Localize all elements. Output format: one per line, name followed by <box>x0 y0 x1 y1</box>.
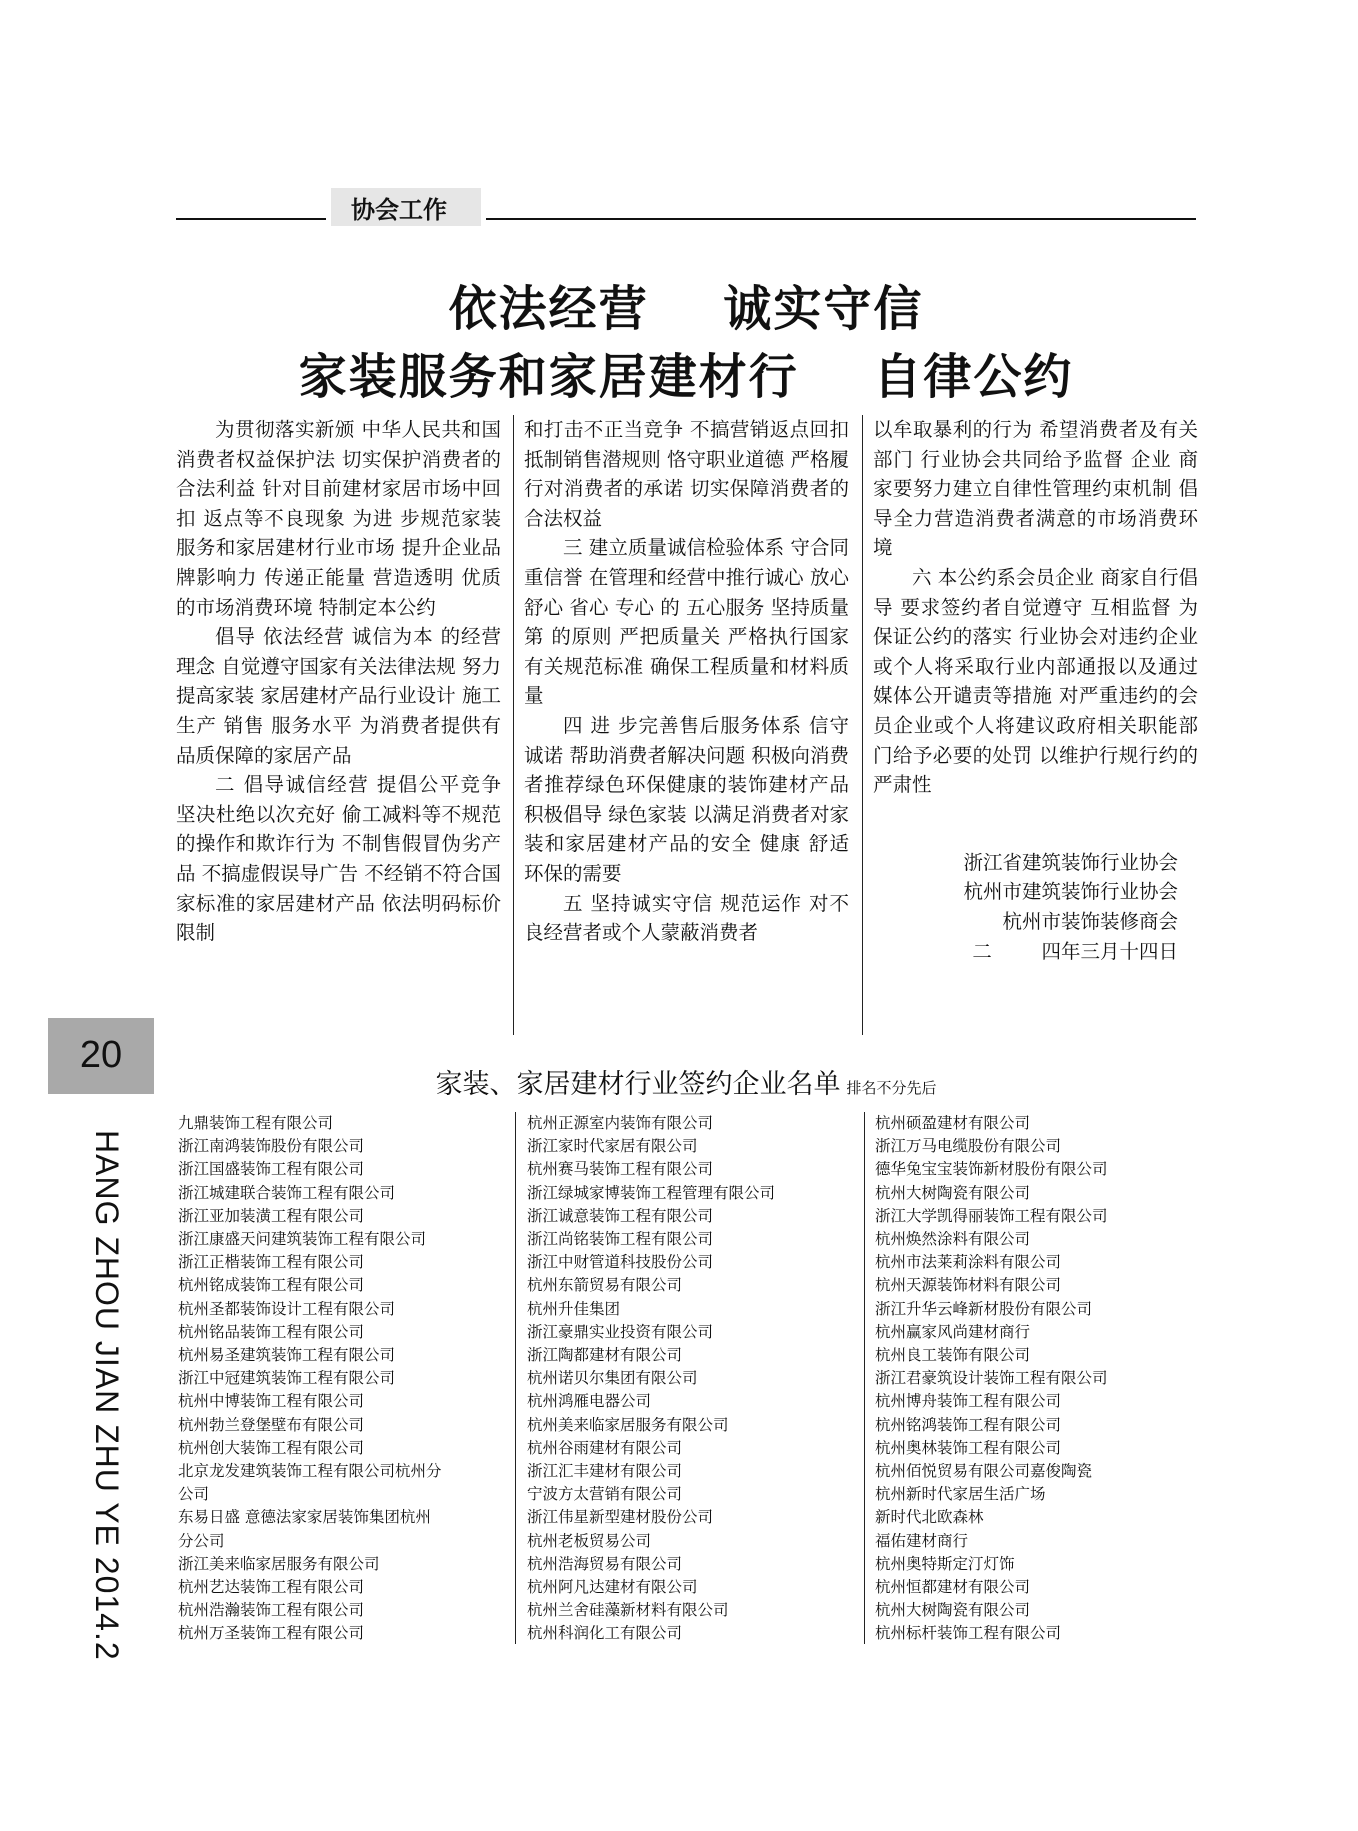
company-list-item: 杭州东箭贸易有限公司 <box>527 1276 683 1295</box>
company-list-title <box>176 1062 1196 1101</box>
list-divider <box>864 1112 865 1644</box>
company-list-item: 浙江汇丰建材有限公司 <box>527 1462 683 1481</box>
company-list-item: 杭州标杆装饰工程有限公司 <box>875 1624 1062 1643</box>
company-list-item: 杭州中博装饰工程有限公司 <box>178 1392 365 1411</box>
paragraph: 和打击不正当竞争 不搞营销返点回扣 抵制销售潜规则 恪守职业道德 严格履行对消费者的承诺 切实保障消费者的合法权益 <box>524 418 849 530</box>
company-list-item: 杭州兰舍硅藻新材料有限公司 <box>527 1601 729 1620</box>
company-list-item: 浙江中财管道科技股份公司 <box>527 1253 714 1272</box>
company-list-item: 浙江康盛天问建筑装饰工程有限公司 <box>178 1230 427 1249</box>
column-divider <box>862 415 863 1035</box>
article-body <box>176 415 1196 1035</box>
company-list-item: 浙江大学凯得丽装饰工程有限公司 <box>875 1206 1108 1225</box>
company-list-item: 杭州美来临家居服务有限公司 <box>527 1415 729 1434</box>
company-list-item: 浙江绿城家博装饰工程管理有限公司 <box>527 1183 776 1202</box>
company-list-item: 杭州新时代家居生活广场 <box>875 1485 1046 1504</box>
company-list-item: 杭州老板贸易公司 <box>527 1531 652 1550</box>
company-list-item: 新时代北欧森林 <box>875 1508 984 1527</box>
company-list-item: 浙江国盛装饰工程有限公司 <box>178 1160 365 1179</box>
company-list-item: 杭州阿凡达建材有限公司 <box>527 1578 698 1597</box>
paragraph: 二 倡导诚信经营 提倡公平竞争 坚决杜绝以次充好 偷工减料等不规范的操作和欺诈行为 不制售假冒伪劣产品 不搞虚假误导广告 不经销不符合国家标准的家居建材产品 依法明码标价 限制 <box>176 773 501 945</box>
company-list-item: 浙江尚铭装饰工程有限公司 <box>527 1230 714 1249</box>
company-list-item: 杭州艺达装饰工程有限公司 <box>178 1578 365 1597</box>
company-list-item: 杭州赛马装饰工程有限公司 <box>527 1160 714 1179</box>
company-list-item: 浙江豪鼎实业投资有限公司 <box>527 1322 714 1341</box>
page-number-box <box>48 1018 154 1094</box>
company-list-item: 浙江中冠建筑装饰工程有限公司 <box>178 1369 396 1388</box>
company-list-item: 杭州铭品装饰工程有限公司 <box>178 1322 365 1341</box>
company-list-column-3 <box>875 1112 1205 1646</box>
company-list-item: 杭州浩海贸易有限公司 <box>527 1554 683 1573</box>
company-list-item: 浙江美来临家居服务有限公司 <box>178 1554 380 1573</box>
company-list-item: 德华兔宝宝装饰新材股份有限公司 <box>875 1160 1108 1179</box>
paragraph: 四 进 步完善售后服务体系 信守诚诺 帮助消费者解决问题 积极向消费者推荐绿色环保健康的装饰建材产品 积极倡导 绿色家装 以满足消费者对家装和家居建材产品的安全 健康 舒适 环保的需要 <box>524 713 849 885</box>
company-list-item: 杭州赢家风尚建材商行 <box>875 1322 1031 1341</box>
paragraph: 倡导 依法经营 诚信为本 的经营理念 自觉遵守国家有关法律法规 努力提高家装 家居建材产品行业设计 施工 生产 销售 服务水平 为消费者提供有品质保障的家居产品 <box>176 625 501 767</box>
company-list-item: 杭州良工装饰有限公司 <box>875 1346 1031 1365</box>
company-list-item: 杭州创大装饰工程有限公司 <box>178 1438 365 1457</box>
signatory: 浙江省建筑装饰行业协会 <box>963 850 1178 874</box>
company-list-item: 杭州佰悦贸易有限公司嘉俊陶瓷 <box>875 1462 1093 1481</box>
company-list-item: 浙江家时代家居有限公司 <box>527 1137 698 1156</box>
company-list-item: 杭州科润化工有限公司 <box>527 1624 683 1643</box>
company-list-item: 东易日盛 意德法家家居装饰集团杭州 <box>178 1508 431 1527</box>
list-divider <box>515 1112 516 1644</box>
company-list-item: 浙江南鸿装饰股份有限公司 <box>178 1137 365 1156</box>
company-list-item: 杭州奥林装饰工程有限公司 <box>875 1438 1062 1457</box>
article-title-line2: 家装服务和家居建材行 自律公约 <box>298 349 1074 405</box>
company-list-item: 浙江升华云峰新材股份有限公司 <box>875 1299 1093 1318</box>
article-column-1 <box>176 415 501 1035</box>
company-list-item: 杭州万圣装饰工程有限公司 <box>178 1624 365 1643</box>
company-list-item: 浙江万马电缆股份有限公司 <box>875 1137 1062 1156</box>
company-list-item: 杭州博舟装饰工程有限公司 <box>875 1392 1062 1411</box>
company-list-item: 杭州正源室内装饰有限公司 <box>527 1114 714 1132</box>
company-list-item: 浙江正楷装饰工程有限公司 <box>178 1253 365 1272</box>
paragraph: 六 本公约系会员企业 商家自行倡导 要求签约者自觉遵守 互相监督 为保证公约的落实 行业协会对违约企业或个人将采取行业内部通报以及通过媒体公开谴责等措施 对严重违约的会员企业或个人将建议政府相关职能部门给予必要的处罚 以维护行规行约的严肃性 <box>873 565 1198 797</box>
section-label: 协会工作 <box>351 196 447 224</box>
signature-block <box>873 848 1198 966</box>
company-list-column-1 <box>178 1112 508 1646</box>
company-list-column-2 <box>527 1112 857 1646</box>
company-list-item: 杭州恒都建材有限公司 <box>875 1578 1031 1597</box>
signatory: 杭州市建筑装饰行业协会 <box>963 880 1178 904</box>
signatory: 杭州市装饰装修商会 <box>1002 909 1178 933</box>
company-list-item: 杭州大树陶瓷有限公司 <box>875 1601 1031 1620</box>
company-list-item: 杭州鸿雁电器公司 <box>527 1392 652 1411</box>
company-list-item: 杭州诺贝尔集团有限公司 <box>527 1369 698 1388</box>
header-rule-left <box>176 218 326 220</box>
company-list-item: 北京龙发建筑装饰工程有限公司杭州分 <box>178 1462 442 1481</box>
company-list-item: 杭州圣都装饰设计工程有限公司 <box>178 1299 396 1318</box>
header-rule-right <box>486 218 1196 220</box>
company-list-item: 杭州市法莱莉涂料有限公司 <box>875 1253 1062 1272</box>
company-list-item: 杭州浩瀚装饰工程有限公司 <box>178 1601 365 1620</box>
company-list-item: 杭州铭成装饰工程有限公司 <box>178 1276 365 1295</box>
section-header <box>176 188 1196 222</box>
company-list-item: 公司 <box>178 1485 210 1504</box>
company-list-item: 杭州升佳集团 <box>527 1299 621 1318</box>
company-list-item: 杭州铭鸿装饰工程有限公司 <box>875 1415 1062 1434</box>
company-list-item: 浙江君豪筑设计装饰工程有限公司 <box>875 1369 1108 1388</box>
company-list-item: 浙江伟星新型建材股份公司 <box>527 1508 714 1527</box>
column-divider <box>513 415 514 1035</box>
list-title-text: 家装、家居建材行业签约企业名单 <box>435 1069 841 1100</box>
company-list-item: 浙江诚意装饰工程有限公司 <box>527 1206 714 1225</box>
signature-date: 二 四年三月十四日 <box>972 939 1178 963</box>
section-label-box <box>331 188 481 228</box>
company-list-item: 杭州谷雨建材有限公司 <box>527 1438 683 1457</box>
company-list-item: 浙江亚加装潢工程有限公司 <box>178 1206 365 1225</box>
company-list-item: 杭州易圣建筑装饰工程有限公司 <box>178 1346 396 1365</box>
company-list-item: 杭州勃兰登堡壁布有限公司 <box>178 1415 365 1434</box>
paragraph: 为贯彻落实新颁 中华人民共和国消费者权益保护法 切实保护消费者的合法利益 针对目前建材家居市场中回扣 返点等不良现象 为进 步规范家装服务和家居建材行业市场 提升企业品牌影响力 传递正能量 营造透明 优质的市场消费环境 特制定本公约 <box>176 418 501 619</box>
company-list-item: 福佑建材商行 <box>875 1531 969 1550</box>
article-column-2 <box>524 415 849 1035</box>
company-list-item: 浙江陶都建材有限公司 <box>527 1346 683 1365</box>
company-list-item: 九鼎装饰工程有限公司 <box>178 1114 334 1132</box>
company-list-item: 宁波方太营销有限公司 <box>527 1485 683 1504</box>
article-title-line1: 依法经营 诚实守信 <box>448 281 924 337</box>
page-number: 20 <box>79 1034 123 1076</box>
company-list-item: 分公司 <box>178 1531 225 1550</box>
company-list-item: 杭州焕然涂料有限公司 <box>875 1230 1031 1249</box>
company-list-item: 杭州硕盈建材有限公司 <box>875 1114 1031 1132</box>
company-list-item: 杭州大树陶瓷有限公司 <box>875 1183 1031 1202</box>
paragraph: 五 坚持诚实守信 规范运作 对不良经营者或个人蒙蔽消费者 <box>524 891 849 945</box>
company-list-item: 杭州奥特斯定汀灯饰 <box>875 1554 1015 1573</box>
article-column-3 <box>873 415 1198 1035</box>
magazine-side-title: HANG ZHOU JIAN ZHU YE 2014.2 <box>89 1130 125 1661</box>
list-title-note: 排名不分先后 <box>846 1079 937 1097</box>
company-list-item: 浙江城建联合装饰工程有限公司 <box>178 1183 396 1202</box>
company-list-item: 杭州天源装饰材料有限公司 <box>875 1276 1062 1295</box>
paragraph: 三 建立质量诚信检验体系 守合同 重信誉 在管理和经营中推行诚心 放心 舒心 省心 专心 的 五心服务 坚持质量第 的原则 严把质量关 严格执行国家有关规范标准 确保工程质量和材料质量 <box>524 536 849 708</box>
paragraph: 以牟取暴利的行为 希望消费者及有关部门 行业协会共同给予监督 企业 商家要努力建立自律性管理约束机制 倡导全力营造消费者满意的市场消费环境 <box>873 418 1198 560</box>
